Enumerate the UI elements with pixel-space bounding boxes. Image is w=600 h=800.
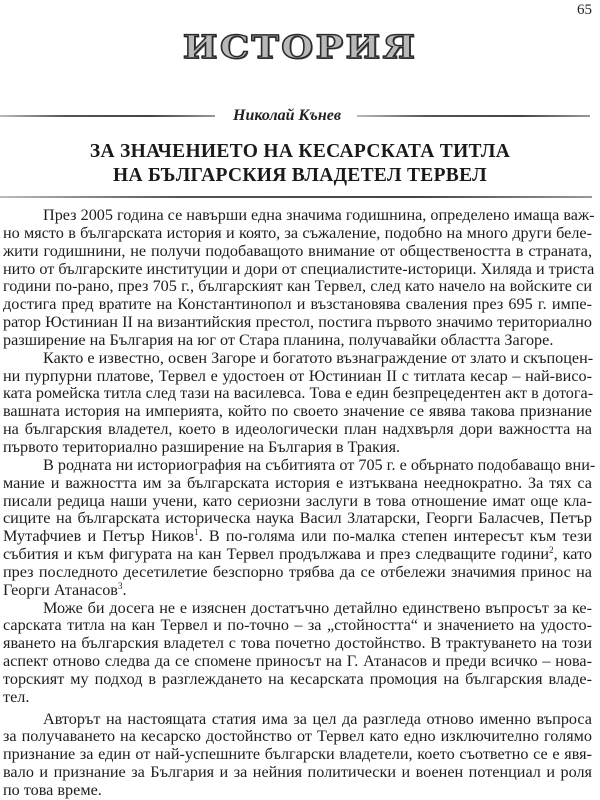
text-line: Мутафчиев и Петър Ников$^1$. В по-голяма или по-малка степен интересът към тези <box>3 527 593 546</box>
text-line: за получаването на кесарско достойнство от Тервел като едно изключително голямо <box>3 727 592 746</box>
paragraph-1 <box>3 206 595 350</box>
footnote-ref-2[interactable]: 2 <box>549 545 554 556</box>
text-line: ни пурпурни платове, Тервел е удостоен от Юстиниан II с титлата кесар – най-висо- <box>3 366 592 385</box>
footnote-ref-1[interactable]: 1 <box>194 527 199 538</box>
text-line: вашната история на империята, който по своето значение се явява такова признание <box>3 402 592 421</box>
text-line: нито от българските институции и дори от специалистите-историци. Хиляда и триста <box>3 259 595 278</box>
text-line: сарската титла на кан Тервел и по-точно – за „стойността“ и значението на удосто- <box>3 616 592 635</box>
text-line: но място в българската история и която, за съжаление, подобно на много други беле- <box>3 223 592 242</box>
author-rule-right <box>357 115 590 117</box>
text-line: разширение на България на юг от Стара планина, получавайки областта Загоре. <box>3 330 554 349</box>
author-name: Николай Кънев <box>233 107 341 124</box>
text-line: Може би досега не е изяснен достатъчно детайлно единствено въпросът за ке- <box>43 598 592 617</box>
title-rule <box>0 196 592 198</box>
text-line: години по-рано, през 705 г., българският кан Тервел, след като начело на войските си <box>3 277 592 296</box>
text-line: През 2005 година се навърши една значима годишнина, определено имаща важ- <box>43 206 595 224</box>
text-line: тел. <box>3 687 30 706</box>
section-title: ИСТОРИЯ <box>182 28 418 66</box>
text-line: Авторът на настоящата статия има за цел да разгледа отново именно въпроса <box>43 709 592 728</box>
paragraph-2 <box>3 350 592 457</box>
author-row <box>0 104 600 128</box>
text-line: ката ромейска титла след тази на василевса. Това е един безпрецедентен акт в дотога- <box>3 384 594 403</box>
article-body <box>3 206 596 800</box>
paragraph-5 <box>3 711 592 800</box>
article-title-line-1: ЗА ЗНАЧЕНИЕТО НА КЕСАРСКАТА ТИТЛА <box>89 141 511 162</box>
text-line: през последното десетилетие безспорно трябва да се отбележи значимия принос на <box>3 562 592 581</box>
text-line: събития и към фигурата на кан Тервел продължава и през следващите години$^2$, като <box>3 545 593 564</box>
paragraph-4 <box>3 600 592 707</box>
footnote-ref-3[interactable]: 3 <box>117 580 123 591</box>
article-title <box>0 140 600 188</box>
text-line: по това време. <box>3 781 102 799</box>
text-line: вало и признание за България и за нейния политически и военен потенциал и роля <box>3 763 592 782</box>
text-line: първото териториално разширение на България в Тракия. <box>3 437 401 456</box>
paragraph-3 <box>3 455 596 600</box>
text-line: писали редица наши учени, като сериозни заслуги в това отношение имат още кла- <box>3 491 592 510</box>
page-number: 65 <box>577 2 592 18</box>
text-line: Георги Атанасов$^3$. <box>3 580 127 599</box>
text-line: В родната ни историография на събитията от 705 г. е обърнато подобаващо вни- <box>43 455 596 474</box>
article-title-line-2: НА БЪЛГАРСКИЯ ВЛАДЕТЕЛ ТЕРВЕЛ <box>113 165 487 186</box>
text-line: Както е известно, освен Загоре и богатото възнаграждение от злато и скъпоцен- <box>43 348 594 367</box>
text-line: достига пред вратите на Константинопол и възстановява сваления през 695 г. импе- <box>3 295 592 314</box>
text-line: мание и важността им за българската история е изтъквана нееднократно. За тях са <box>3 473 592 492</box>
text-line: на българския владетел, което в идеологически план надхвърля дори важността на <box>3 420 592 439</box>
text-line: жити годишнини, не получи подобаващото внимание от обществеността в страната, <box>3 241 592 260</box>
text-line: сиците на българската историческа наука Васил Златарски, Георги Баласчев, Петър <box>3 509 592 528</box>
text-line: аспект отново следва да се спомене приносът на Г. Атанасов и преди всичко – нова- <box>3 652 592 671</box>
text-line: торският му подход в разглеждането на кесарската промоция на българския владе- <box>3 669 592 688</box>
text-line: ратор Юстиниан II на византийския престол, постига първото значимо териториално <box>3 313 592 332</box>
text-line: признание за един от най-успешните български владетели, което съответно се е явя- <box>3 745 592 764</box>
text-line: яването на българския владетел с това почетно достойнство. В трактуването на този <box>3 634 592 653</box>
author-rule-left <box>0 115 215 117</box>
